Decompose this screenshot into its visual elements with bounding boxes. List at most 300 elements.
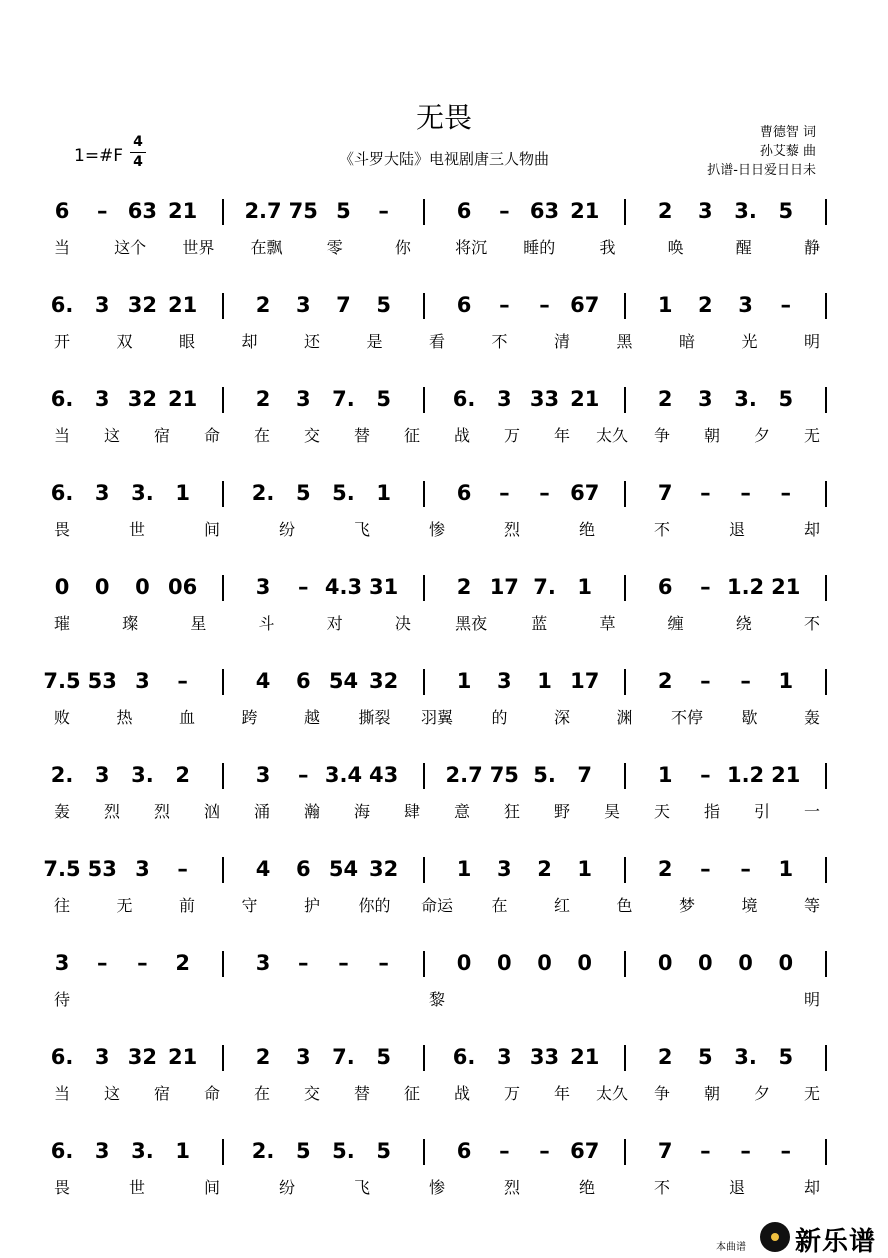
hold-dash: – xyxy=(499,199,510,223)
bar-line xyxy=(423,199,425,225)
note: 5 xyxy=(376,1139,391,1163)
note: 7 xyxy=(657,481,673,505)
bar-line xyxy=(825,293,827,319)
bar-line xyxy=(423,951,425,977)
lyric-syllable: 涌 xyxy=(253,802,270,821)
bar-line xyxy=(825,387,827,413)
lyric-syllable: 在 xyxy=(253,1084,270,1103)
note: 21 xyxy=(168,199,198,223)
lyric-syllable: 跨 xyxy=(241,708,258,727)
note: 6 xyxy=(456,1139,472,1163)
hold-dash: – xyxy=(298,763,309,787)
note: 6 xyxy=(54,199,70,223)
note: 1 xyxy=(456,669,472,693)
lyric-syllable: 唤 xyxy=(667,238,684,257)
note: 31 xyxy=(369,575,399,599)
bar-line xyxy=(624,387,626,413)
note: 6 xyxy=(456,481,472,505)
score-row xyxy=(0,574,888,654)
note: 2 xyxy=(657,669,673,693)
note: 75 xyxy=(489,763,519,787)
lyric-syllable: 这个 xyxy=(114,238,147,257)
score-row xyxy=(0,1138,888,1218)
note: 3. xyxy=(734,199,757,223)
lyric-syllable: 宿 xyxy=(153,1084,170,1103)
note: 75 xyxy=(288,199,318,223)
song-subtitle: 《斗罗大陆》电视剧唐三人物曲 xyxy=(338,150,549,168)
lyric-syllable: 却 xyxy=(241,332,258,351)
lyric-syllable: 当 xyxy=(53,238,70,257)
hold-dash: – xyxy=(499,481,510,505)
note: 3. xyxy=(734,1045,757,1069)
bar-line xyxy=(825,1139,827,1165)
lyric-syllable: 战 xyxy=(453,426,470,445)
lyric-syllable: 烈 xyxy=(103,802,120,821)
lyric-syllable: 退 xyxy=(728,520,745,539)
note: 1 xyxy=(376,481,391,505)
lyric-syllable: 间 xyxy=(203,520,220,539)
note: 17 xyxy=(489,575,519,599)
note: 2 xyxy=(175,951,190,975)
note: 3 xyxy=(94,1045,110,1069)
note: 2 xyxy=(456,575,472,599)
note: 6 xyxy=(456,199,472,223)
lyric-syllable: 一 xyxy=(803,802,820,821)
hold-dash: – xyxy=(298,575,309,599)
note: 33 xyxy=(529,387,560,411)
lyric-syllable: 太久 xyxy=(595,1084,628,1103)
hold-dash: – xyxy=(700,1139,711,1163)
lyric-syllable: 征 xyxy=(403,426,420,445)
lyric-syllable: 不 xyxy=(803,614,820,633)
lyric-syllable: 争 xyxy=(653,426,670,445)
lyric-syllable: 黑 xyxy=(616,332,633,351)
lyric-syllable: 世界 xyxy=(182,238,215,257)
bar-line xyxy=(222,387,224,413)
lyric-syllable: 万 xyxy=(503,1084,520,1103)
lyric-syllable: 朝 xyxy=(703,1084,720,1103)
lyric-syllable: 在 xyxy=(253,426,270,445)
note: 3 xyxy=(295,293,311,317)
lyric-syllable: 明 xyxy=(803,332,820,351)
lyric-syllable: 黎 xyxy=(428,990,445,1009)
lyric-syllable: 热 xyxy=(116,708,133,727)
time-signature-bottom: 4 xyxy=(133,154,143,170)
lyric-syllable: 畏 xyxy=(53,1178,70,1197)
bar-line xyxy=(222,481,224,507)
note: 7.5 xyxy=(43,669,81,693)
note: 1 xyxy=(778,669,794,693)
bar-line xyxy=(624,481,626,507)
note: 1 xyxy=(657,763,673,787)
lyric-syllable: 是 xyxy=(366,332,383,351)
lyric-syllable: 烈 xyxy=(153,802,170,821)
note: 5 xyxy=(778,199,794,223)
note: 6. xyxy=(50,1045,74,1069)
lyric-syllable: 飞 xyxy=(353,1178,370,1197)
note: 5 xyxy=(376,293,391,317)
bar-line xyxy=(423,387,425,413)
lyric-syllable: 守 xyxy=(241,896,258,915)
lyric-syllable: 看 xyxy=(428,332,445,351)
note: 2.7 xyxy=(244,199,282,223)
bar-line xyxy=(423,481,425,507)
note: 06 xyxy=(168,575,198,599)
score-row xyxy=(0,762,888,842)
hold-dash: – xyxy=(700,669,711,693)
lyric-syllable: 交 xyxy=(303,1084,320,1103)
note: 3 xyxy=(497,669,512,693)
bar-line xyxy=(825,481,827,507)
lyric-syllable: 年 xyxy=(553,426,570,445)
note: 3 xyxy=(738,293,753,317)
note: 32 xyxy=(127,387,158,411)
score-row xyxy=(0,856,888,936)
lyric-syllable: 世 xyxy=(128,1178,145,1197)
note: 2. xyxy=(251,481,275,505)
note: 2 xyxy=(255,1045,271,1069)
lyric-syllable: 歇 xyxy=(741,708,758,727)
note: 5 xyxy=(698,1045,713,1069)
lyric-syllable: 血 xyxy=(178,708,195,727)
note: 2. xyxy=(251,1139,275,1163)
lyric-syllable: 畏 xyxy=(53,520,70,539)
note: 63 xyxy=(127,199,158,223)
lyric-syllable: 不 xyxy=(653,1178,670,1197)
note: 5. xyxy=(533,763,556,787)
time-signature-top: 4 xyxy=(133,134,143,150)
note: 4.3 xyxy=(324,575,363,599)
note: 21 xyxy=(771,763,801,787)
note: 6. xyxy=(50,1139,74,1163)
lyric-syllable: 无 xyxy=(116,896,133,915)
note: 0 xyxy=(135,575,150,599)
lyric-syllable: 绕 xyxy=(735,614,752,633)
note: 5 xyxy=(376,1045,391,1069)
lyric-syllable: 退 xyxy=(728,1178,745,1197)
hold-dash: – xyxy=(499,1139,510,1163)
note: 7. xyxy=(332,387,355,411)
hold-dash: – xyxy=(740,857,751,881)
song-title: 无畏 xyxy=(415,101,472,134)
note: 1.2 xyxy=(726,763,765,787)
lyric-syllable: 眼 xyxy=(178,332,195,351)
lyric-syllable: 太久 xyxy=(595,426,628,445)
note: 5 xyxy=(778,1045,794,1069)
lyric-syllable: 不 xyxy=(653,520,670,539)
note: 3. xyxy=(131,1139,154,1163)
hold-dash: – xyxy=(177,669,188,693)
note: 1 xyxy=(175,481,190,505)
lyricist-credit: 曹德智 词 xyxy=(759,125,816,140)
score-row xyxy=(0,386,888,466)
note: 7 xyxy=(577,763,593,787)
bar-line xyxy=(423,857,425,883)
note: 6. xyxy=(50,481,74,505)
lyric-syllable: 引 xyxy=(753,802,770,821)
bar-line xyxy=(624,951,626,977)
note: 3 xyxy=(497,1045,512,1069)
lyric-syllable: 天 xyxy=(653,802,670,821)
lyric-syllable: 绝 xyxy=(578,520,595,539)
note: 21 xyxy=(168,387,198,411)
note: 7 xyxy=(657,1139,673,1163)
bar-line xyxy=(624,763,626,789)
note: 3. xyxy=(131,481,154,505)
lyric-syllable: 意 xyxy=(453,802,470,821)
note: 54 xyxy=(328,857,359,881)
note: 21 xyxy=(570,1045,600,1069)
lyric-syllable: 不停 xyxy=(670,708,703,727)
note: 0 xyxy=(456,951,472,975)
lyric-syllable: 草 xyxy=(599,614,616,633)
bar-line xyxy=(222,293,224,319)
note: 5. xyxy=(332,481,355,505)
lyric-syllable: 璨 xyxy=(122,614,139,633)
lyric-syllable: 撕裂 xyxy=(358,708,391,727)
lyric-syllable: 纷 xyxy=(278,520,295,539)
note: 6. xyxy=(50,387,74,411)
hold-dash: – xyxy=(700,763,711,787)
lyric-syllable: 这 xyxy=(103,1084,120,1103)
score-row xyxy=(0,198,888,278)
bar-line xyxy=(222,669,224,695)
lyric-syllable: 年 xyxy=(553,1084,570,1103)
lyric-syllable: 还 xyxy=(303,332,320,351)
note: 3 xyxy=(698,199,713,223)
lyric-syllable: 轰 xyxy=(53,802,70,821)
note: 3 xyxy=(135,669,150,693)
lyric-syllable: 我 xyxy=(599,238,616,257)
bar-line xyxy=(825,763,827,789)
note: 2 xyxy=(698,293,713,317)
note: 0 xyxy=(54,575,70,599)
lyric-syllable: 万 xyxy=(503,426,520,445)
note: 2 xyxy=(255,293,271,317)
note: 3 xyxy=(295,1045,311,1069)
lyric-syllable: 命 xyxy=(203,1084,220,1103)
note: 5. xyxy=(332,1139,355,1163)
lyric-syllable: 惨 xyxy=(428,520,445,539)
bar-line xyxy=(222,199,224,225)
note: 3 xyxy=(94,763,110,787)
note: 21 xyxy=(168,293,198,317)
note: 0 xyxy=(738,951,753,975)
note: 1 xyxy=(175,1139,190,1163)
bar-line xyxy=(825,575,827,601)
note: 43 xyxy=(369,763,399,787)
note: 6 xyxy=(456,293,472,317)
note: 3 xyxy=(295,387,311,411)
lyric-syllable: 越 xyxy=(303,708,320,727)
note: 32 xyxy=(369,857,399,881)
composer-credit: 孙艾藜 曲 xyxy=(759,144,816,159)
hold-dash: – xyxy=(499,293,510,317)
lyric-syllable: 命 xyxy=(203,426,220,445)
note: 5 xyxy=(336,199,351,223)
lyric-syllable: 无 xyxy=(803,1084,820,1103)
note: 3 xyxy=(497,387,512,411)
bar-line xyxy=(825,669,827,695)
lyric-syllable: 当 xyxy=(53,1084,70,1103)
note: 6. xyxy=(452,387,476,411)
bar-line xyxy=(825,857,827,883)
score-row xyxy=(0,1044,888,1124)
score-row xyxy=(0,950,888,1030)
note: 2 xyxy=(537,857,552,881)
bar-line xyxy=(423,575,425,601)
footer-label: 本曲谱 xyxy=(716,1242,746,1253)
lyric-syllable: 往 xyxy=(53,896,70,915)
footer-logo: 新乐谱 xyxy=(795,1227,877,1257)
note: 1 xyxy=(456,857,472,881)
note: 4 xyxy=(255,669,271,693)
note: 1.2 xyxy=(726,575,765,599)
lyric-syllable: 渊 xyxy=(616,708,633,727)
bar-line xyxy=(423,1139,425,1165)
note: 1 xyxy=(657,293,673,317)
hold-dash: – xyxy=(700,575,711,599)
note: 3 xyxy=(94,387,110,411)
bar-line xyxy=(222,575,224,601)
note: 3 xyxy=(255,763,271,787)
lyric-syllable: 轰 xyxy=(803,708,820,727)
note: 6 xyxy=(295,669,311,693)
note: 53 xyxy=(87,669,117,693)
hold-dash: – xyxy=(137,951,148,975)
key-signature: 1=#F xyxy=(74,146,124,166)
note: 0 xyxy=(537,951,552,975)
bar-line xyxy=(825,1045,827,1071)
lyric-syllable: 对 xyxy=(326,614,343,633)
note: 5 xyxy=(295,481,311,505)
time-signature xyxy=(130,134,146,171)
note: 21 xyxy=(570,387,600,411)
hold-dash: – xyxy=(700,481,711,505)
note: 3 xyxy=(255,575,271,599)
hold-dash: – xyxy=(378,951,389,975)
lyric-syllable: 无 xyxy=(803,426,820,445)
note: 2.7 xyxy=(445,763,483,787)
note: 0 xyxy=(698,951,713,975)
lyric-syllable: 清 xyxy=(553,332,570,351)
note: 0 xyxy=(657,951,673,975)
lyric-syllable: 宿 xyxy=(153,426,170,445)
score-row xyxy=(0,668,888,748)
note: 1 xyxy=(577,575,593,599)
lyric-syllable: 光 xyxy=(741,332,758,351)
lyric-syllable: 梦 xyxy=(678,896,695,915)
note: 53 xyxy=(87,857,117,881)
note: 7.5 xyxy=(43,857,81,881)
lyric-syllable: 夕 xyxy=(753,1084,770,1103)
lyric-syllable: 不 xyxy=(491,332,508,351)
bar-line xyxy=(222,857,224,883)
hold-dash: – xyxy=(740,481,751,505)
lyric-syllable: 境 xyxy=(741,896,758,915)
hold-dash: – xyxy=(338,951,349,975)
lyric-syllable: 当 xyxy=(53,426,70,445)
lyric-syllable: 瀚 xyxy=(303,802,320,821)
note: 5 xyxy=(778,387,794,411)
note: 7. xyxy=(332,1045,355,1069)
note: 3 xyxy=(94,293,110,317)
lyric-syllable: 朝 xyxy=(703,426,720,445)
hold-dash: – xyxy=(740,1139,751,1163)
lyric-syllable: 色 xyxy=(616,896,633,915)
lyric-syllable: 蓝 xyxy=(531,614,548,633)
lyric-syllable: 你的 xyxy=(358,896,391,915)
lyric-syllable: 零 xyxy=(326,238,343,257)
bar-line xyxy=(825,951,827,977)
lyric-syllable: 你 xyxy=(394,238,411,257)
lyric-syllable: 战 xyxy=(453,1084,470,1103)
note: 1 xyxy=(577,857,593,881)
note: 3. xyxy=(734,387,757,411)
hold-dash: – xyxy=(539,1139,550,1163)
note: 3 xyxy=(698,387,713,411)
note: 3. xyxy=(131,763,154,787)
lyric-syllable: 昊 xyxy=(603,802,620,821)
lyric-syllable: 争 xyxy=(653,1084,670,1103)
bar-line xyxy=(624,669,626,695)
note: 0 xyxy=(778,951,794,975)
lyric-syllable: 醒 xyxy=(735,238,752,257)
bar-line xyxy=(423,763,425,789)
hold-dash: – xyxy=(298,951,309,975)
note: 4 xyxy=(255,857,271,881)
note: 0 xyxy=(497,951,512,975)
lyric-syllable: 的 xyxy=(491,708,508,727)
lyric-syllable: 夕 xyxy=(753,426,770,445)
note: 67 xyxy=(570,293,600,317)
bar-line xyxy=(222,1045,224,1071)
lyric-syllable: 肆 xyxy=(403,802,420,821)
lyric-syllable: 这 xyxy=(103,426,120,445)
lyric-syllable: 暗 xyxy=(678,332,695,351)
lyric-syllable: 开 xyxy=(53,332,70,351)
note: 2 xyxy=(175,763,190,787)
note: 7 xyxy=(336,293,351,317)
bar-line xyxy=(423,669,425,695)
note: 3 xyxy=(94,481,110,505)
hold-dash: – xyxy=(539,481,550,505)
lyric-syllable: 明 xyxy=(803,990,820,1009)
note: 2 xyxy=(657,387,673,411)
note: 2 xyxy=(255,387,271,411)
hold-dash: – xyxy=(740,669,751,693)
lyric-syllable: 命运 xyxy=(420,896,453,915)
hold-dash: – xyxy=(539,293,550,317)
note: 0 xyxy=(577,951,593,975)
note: 67 xyxy=(570,1139,600,1163)
note: 2 xyxy=(657,199,673,223)
lyric-syllable: 在 xyxy=(491,896,508,915)
bar-line xyxy=(624,1139,626,1165)
note: 17 xyxy=(570,669,600,693)
hold-dash: – xyxy=(177,857,188,881)
lyric-syllable: 惨 xyxy=(428,1178,445,1197)
note: 6 xyxy=(657,575,673,599)
bar-line xyxy=(624,199,626,225)
lyric-syllable: 纷 xyxy=(278,1178,295,1197)
bar-line xyxy=(222,951,224,977)
lyric-syllable: 间 xyxy=(203,1178,220,1197)
lyric-syllable: 斗 xyxy=(258,614,275,633)
note: 32 xyxy=(127,293,158,317)
note: 7. xyxy=(533,575,556,599)
lyric-syllable: 深 xyxy=(553,708,570,727)
